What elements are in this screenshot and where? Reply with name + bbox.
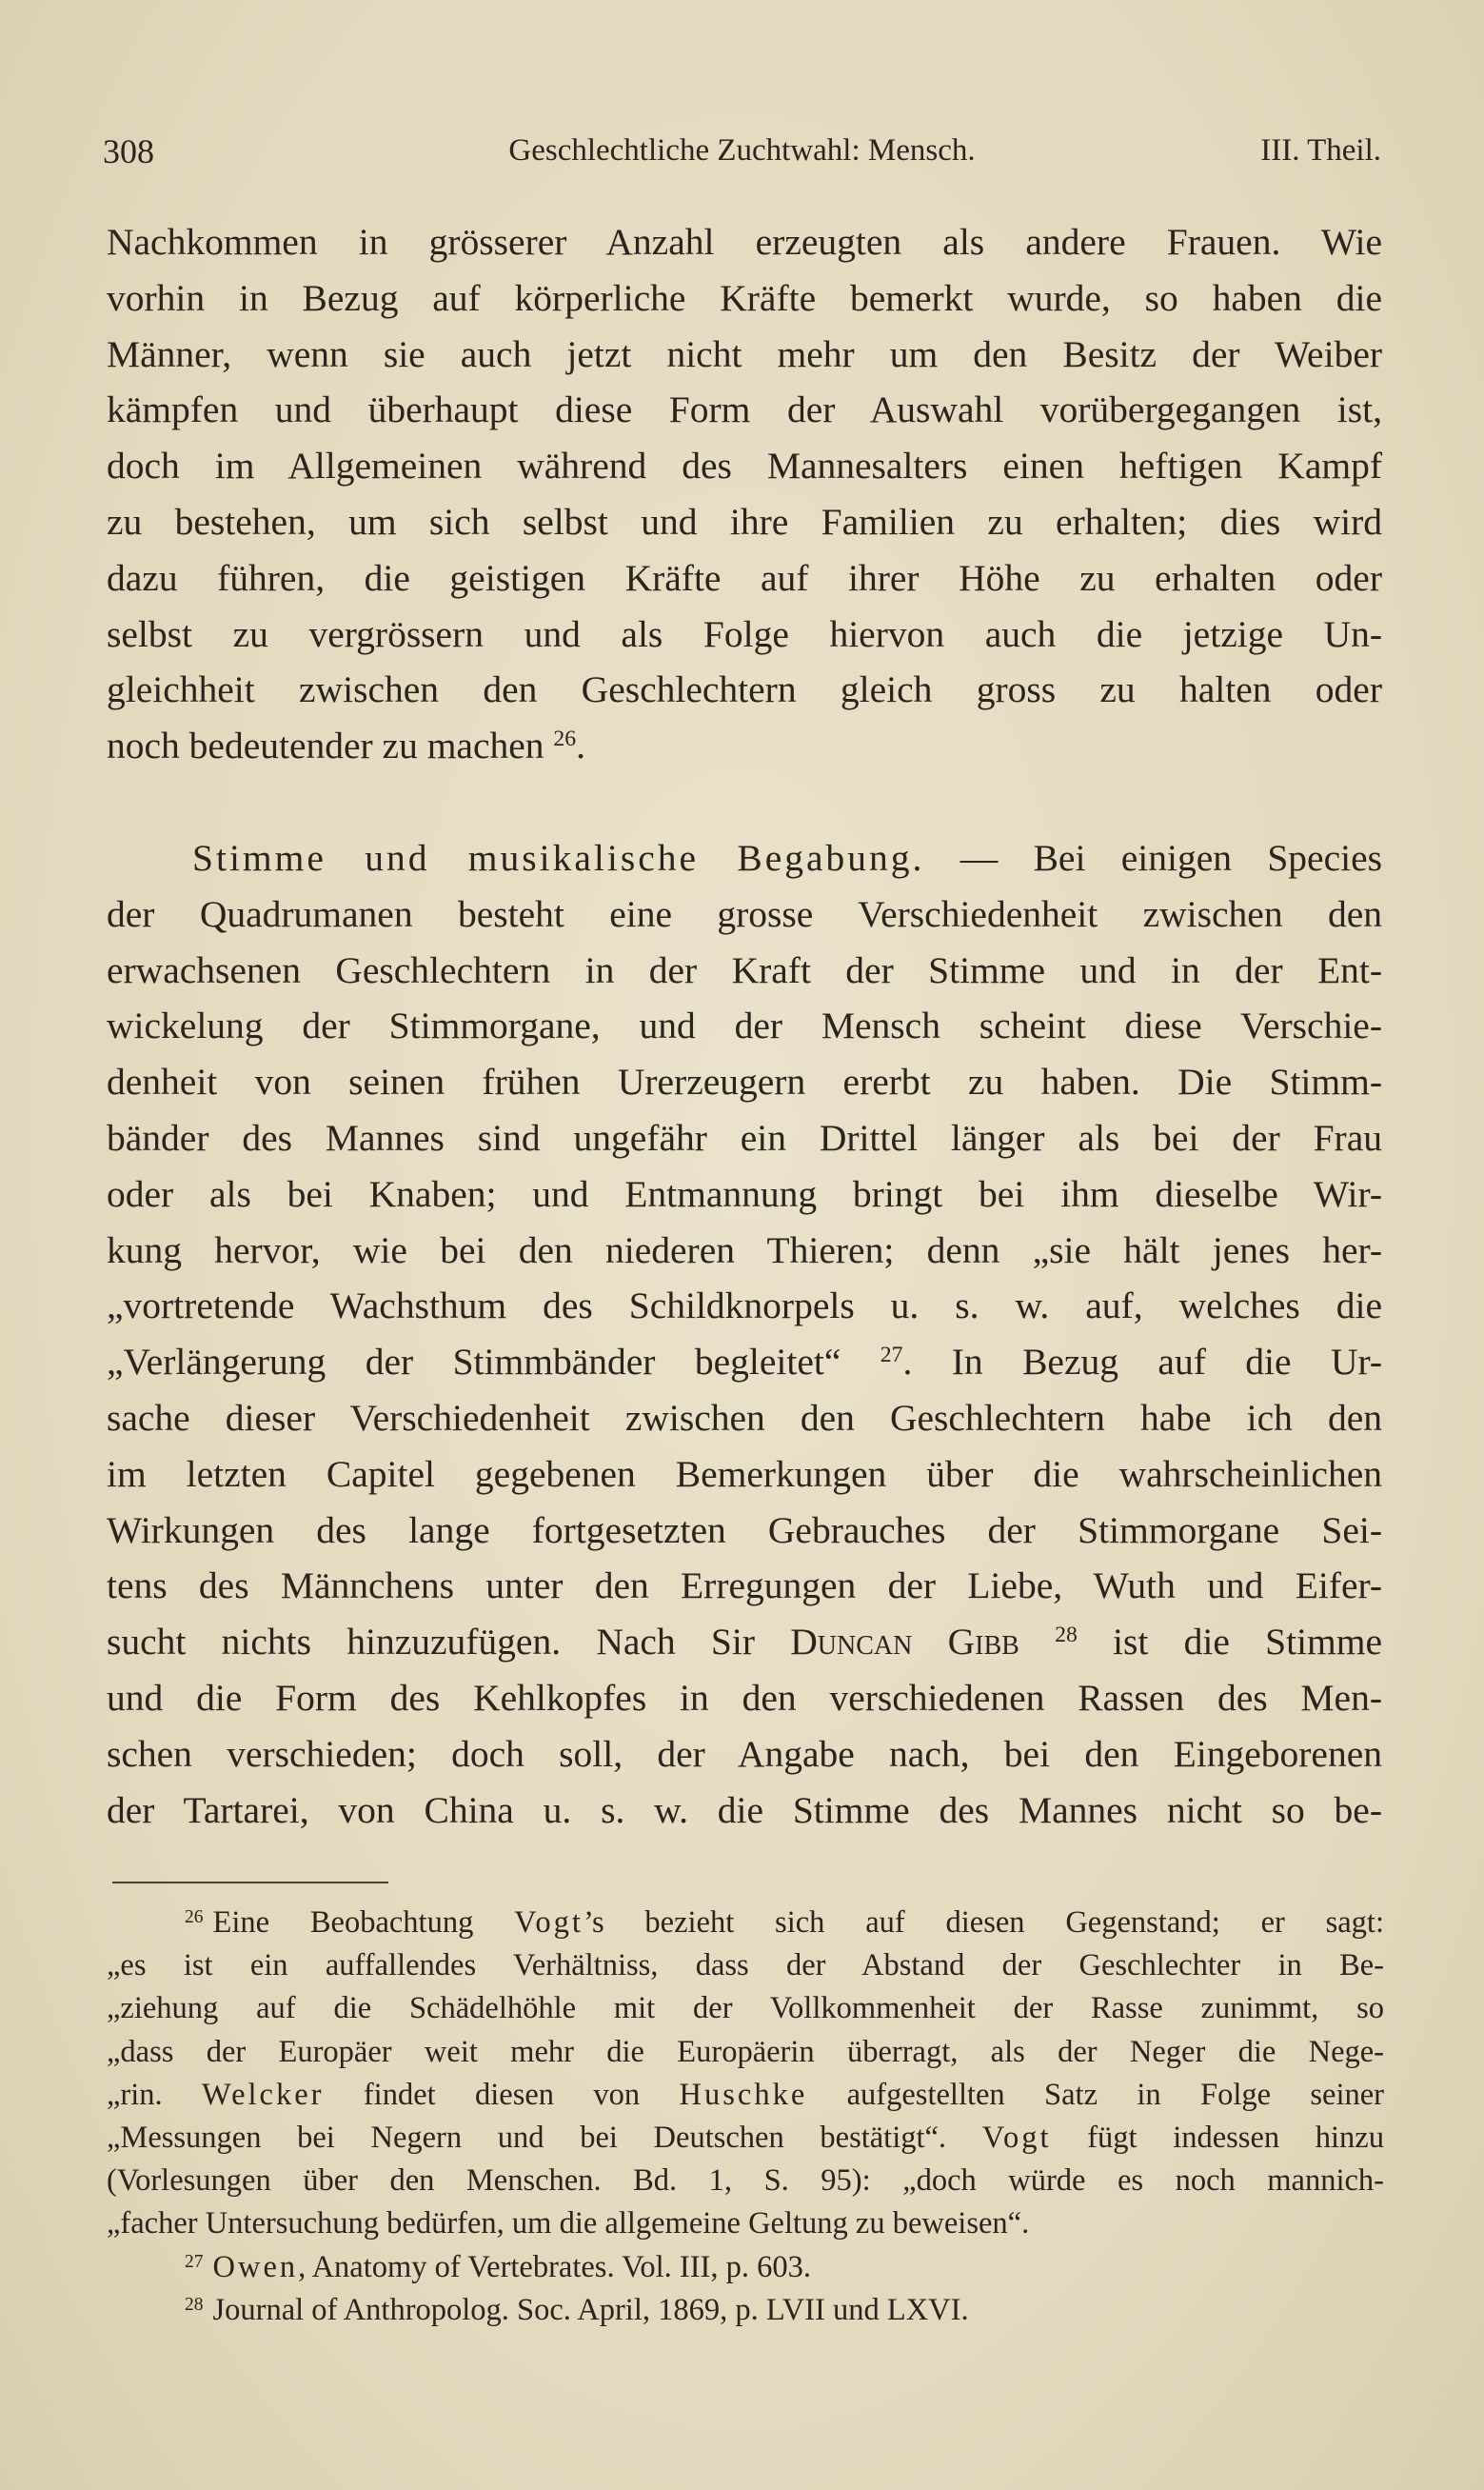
footnote-line: „ziehung auf die Schädelhöhle mit der Vollkommenheit der Rasse zunimmt, so — [107, 1991, 1384, 2026]
text-line — [107, 1614, 1382, 1670]
author-name: Vogt — [514, 1905, 584, 1940]
text-span: noch bedeutender zu machen — [107, 725, 544, 767]
text-span: ’s bezieht sich auf diesen Gegenstand; er sagt: — [583, 1905, 1384, 1940]
footnote-28 — [107, 2289, 1384, 2332]
footnote-ref-28: 28 — [1055, 1623, 1078, 1648]
author-name: Owen — [212, 2249, 299, 2284]
text-span: „Messungen bei Negern und bei Deutschen bestätigt“. — [107, 2120, 982, 2155]
text-span: aufgestellten Satz in Folge seiner — [807, 2077, 1385, 2112]
footnote-27 — [107, 2246, 1384, 2289]
text-line: zu bestehen, um sich selbst und ihre Familien zu erhalten; dies wird — [107, 500, 1382, 543]
footnote-ref-27: 27 — [880, 1343, 903, 1368]
text-line: doch im Allgemeinen während des Mannesalters einen heftigen Kampf — [107, 445, 1382, 488]
text-line: Nachkommen in grösserer Anzahl erzeugten als andere Frauen. Wie — [107, 221, 1382, 263]
footnote-label: 26 — [185, 1907, 204, 1928]
text-line: dazu führen, die geistigen Kräfte auf ihrer Höhe zu erhalten oder — [107, 556, 1382, 599]
footnote-ref-26: 26 — [553, 727, 577, 752]
text-line: „vortretende Wachsthum des Schildknorpels u. s. w. auf, welches die — [107, 1285, 1382, 1327]
text-line: bänder des Mannes sind ungefähr ein Drittel länger als bei der Frau — [107, 1116, 1382, 1159]
main-text — [107, 214, 1382, 1838]
page-number: 308 — [103, 132, 154, 170]
footnote-line — [107, 2117, 1384, 2160]
author-name: Duncan Gibb — [790, 1621, 1019, 1663]
author-name: Welcker — [202, 2077, 325, 2112]
text-span: . In Bezug auf die Ur- — [902, 1341, 1382, 1384]
author-name: Vogt — [981, 2120, 1052, 2155]
footnote-line: „dass der Europäer weit mehr die Europäerin überragt, als der Neger die Nege- — [107, 2034, 1384, 2069]
text-line: kung hervor, wie bei den niederen Thieren; denn „sie hält jenes her- — [107, 1228, 1382, 1271]
text-line: oder als bei Knaben; und Entmannung bringt bei ihm dieselbe Wir- — [107, 1172, 1382, 1215]
footnote-26 — [107, 1902, 1384, 2246]
section-heading: Stimme und musikalische Begabung. — [192, 836, 925, 879]
paragraph-1 — [107, 214, 1382, 774]
part-label: III. Theil. — [1260, 133, 1381, 168]
paragraph-2 — [107, 830, 1382, 1838]
text-span: fügt indessen hinzu — [1051, 2120, 1384, 2155]
text-line: kämpfen und überhaupt diese Form der Auswahl vorübergegangen ist, — [107, 388, 1382, 431]
footnote-line: „es ist ein auffallendes Verhältniss, dass der Abstand der Geschlechter in Be- — [107, 1948, 1384, 1983]
running-title: Geschlechtliche Zuchtwahl: Mensch. — [508, 133, 976, 168]
text-line: tens des Männchens unter den Erregungen der Liebe, Wuth und Eifer- — [107, 1564, 1382, 1607]
text-span: ist die Stimme — [1077, 1621, 1383, 1663]
author-name: Huschke — [679, 2077, 808, 2112]
text-span: — Bei einigen Species — [924, 836, 1382, 879]
text-line: denheit von seinen frühen Urerzeugern ererbt zu haben. Die Stimm- — [107, 1061, 1382, 1104]
text-line: schen verschieden; doch soll, der Angabe nach, bei den Eingeborenen — [107, 1732, 1382, 1775]
text-line: der Tartarei, von China u. s. w. die Stimme des Mannes nicht so be- — [107, 1788, 1382, 1831]
text-line: wickelung der Stimmorgane, und der Mensch scheint diese Verschie- — [107, 1005, 1382, 1047]
text-line: der Quadrumanen besteht eine grosse Verschiedenheit zwischen den — [107, 892, 1382, 935]
text-span: „rin. — [107, 2077, 203, 2112]
footnote-label: 27 — [185, 2251, 204, 2272]
text-line: erwachsenen Geschlechtern in der Kraft der Stimme und in der Ent- — [107, 948, 1382, 991]
text-span: Eine Beobachtung — [212, 1905, 515, 1940]
text-line: selbst zu vergrössern und als Folge hiervon auch die jetzige Un- — [107, 612, 1382, 655]
text-line: Wirkungen des lange fortgesetzten Gebrauches der Stimmorgane Sei- — [107, 1508, 1382, 1551]
text-span: , Anatomy of Vertebrates. Vol. III, p. 603. — [298, 2249, 812, 2284]
footnote-line: „facher Untersuchung bedürfen, um die allgemeine Geltung zu beweisen“. — [107, 2206, 1030, 2241]
text-span: Journal of Anthropolog. Soc. April, 1869, p. LVII und LXVI. — [212, 2292, 969, 2327]
footnotes — [107, 1902, 1384, 2332]
footnote-divider — [112, 1882, 388, 1883]
text-line — [107, 1334, 1382, 1390]
text-span: „Verlängerung der Stimmbänder begleitet“ — [107, 1341, 881, 1384]
text-line: im letzten Capitel gegebenen Bemerkungen über die wahrscheinlichen — [107, 1452, 1382, 1495]
text-line — [107, 830, 1382, 886]
text-line: sache dieser Verschiedenheit zwischen den Geschlechtern habe ich den — [107, 1396, 1382, 1439]
text-line: noch bedeutender zu machen $^{26}$. — [107, 725, 585, 767]
text-line: Männer, wenn sie auch jetzt nicht mehr um den Besitz der Weiber — [107, 332, 1382, 375]
footnote-line — [107, 1902, 1384, 1944]
text-span: sucht nichts hinzuzufügen. Nach Sir — [107, 1621, 791, 1663]
text-line: vorhin in Bezug auf körperliche Kräfte bemerkt wurde, so haben die — [107, 276, 1382, 319]
footnote-label: 28 — [185, 2294, 204, 2315]
running-header — [103, 131, 1381, 179]
footnote-line — [107, 2074, 1384, 2117]
text-line: gleichheit zwischen den Geschlechtern gleich gross zu halten oder — [107, 668, 1382, 711]
text-line: und die Form des Kehlkopfes in den verschiedenen Rassen des Men- — [107, 1676, 1382, 1719]
footnote-line: (Vorlesungen über den Menschen. Bd. 1, S. 95): „doch würde es noch mannich- — [107, 2163, 1384, 2199]
text-span: findet diesen von — [324, 2077, 680, 2112]
